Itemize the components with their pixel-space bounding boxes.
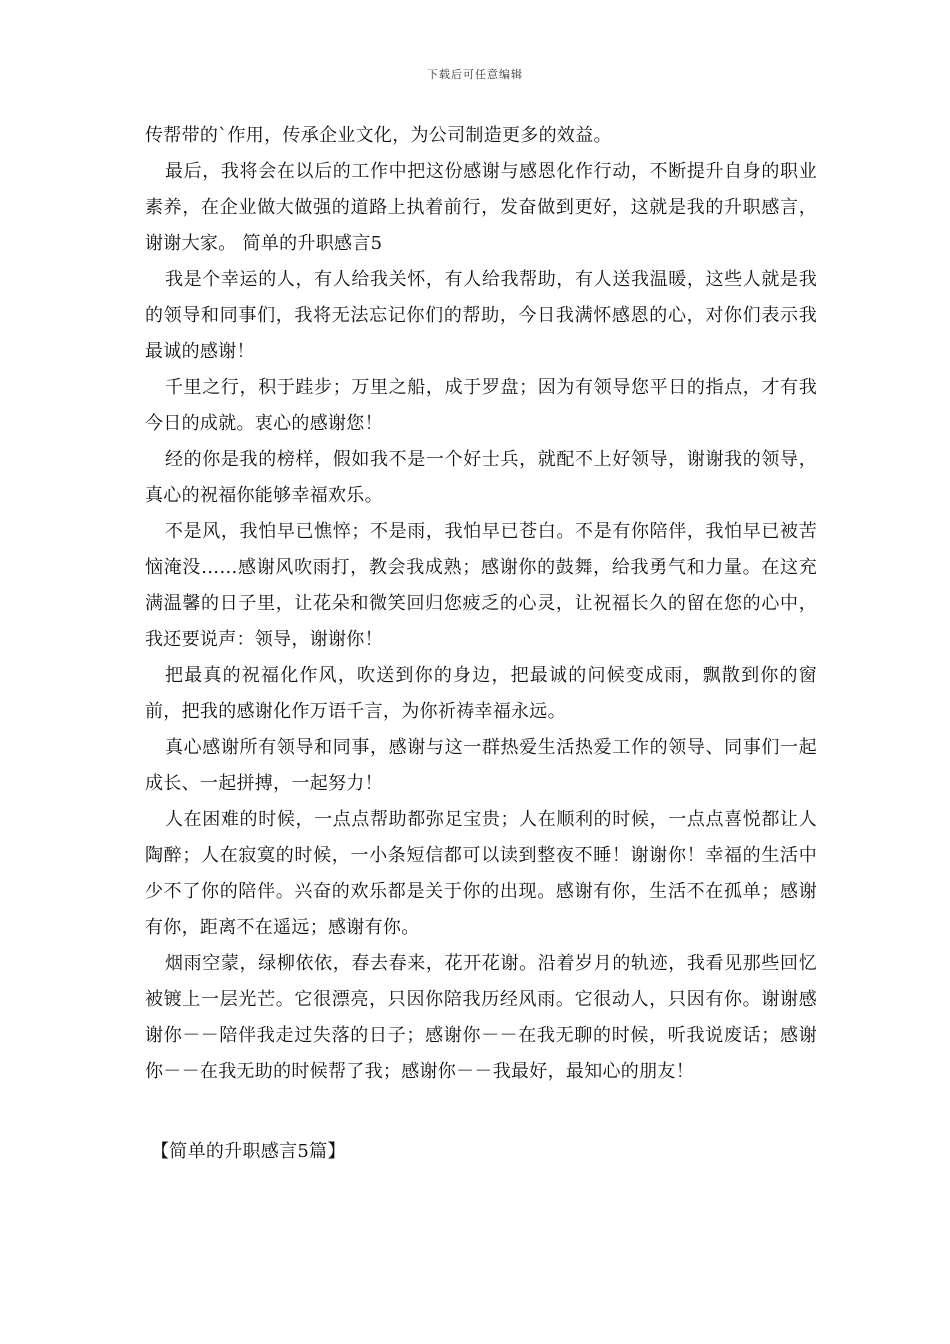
- paragraph: 人在困难的时候，一点点帮助都弥足宝贵；人在顺利的时候，一点点喜悦都让人陶醉；人在寂寞的时候，一小条短信都可以读到整夜不睡！谢谢你！幸福的生活中少不了你的陪伴。兴奋的欢乐都是关于你的出现。感谢有你，生活不在孤单；感谢有你，距离不在遥远；感谢有你。: [145, 809, 817, 938]
- paragraph: 经的你是我的榜样，假如我不是一个好士兵，就配不上好领导，谢谢我的领导，真心的祝福你能够幸福欢乐。: [145, 449, 817, 506]
- document-title-footer: 【简单的升职感言5篇】: [151, 1141, 346, 1162]
- paragraph: 传帮带的`作用，传承企业文化，为公司制造更多的效益。: [145, 125, 612, 146]
- document-body: [145, 118, 817, 1090]
- paragraph: 把最真的祝福化作风，吹送到你的身边，把最诚的问候变成雨，飘散到你的窗前，把我的感谢化作万语千言，为你祈祷幸福永远。: [145, 665, 817, 722]
- paragraph: 我是个幸运的人，有人给我关怀，有人给我帮助，有人送我温暖，这些人就是我的领导和同事们，我将无法忘记你们的帮助，今日我满怀感恩的心，对你们表示我最诚的感谢！: [145, 269, 817, 362]
- paragraph: 千里之行，积于跬步；万里之船，成于罗盘；因为有领导您平日的指点，才有我今日的成就。衷心的感谢您！: [145, 377, 817, 434]
- paragraph: 真心感谢所有领导和同事，感谢与这一群热爱生活热爱工作的领导、同事们一起成长、一起拼搏，一起努力！: [145, 737, 817, 794]
- paragraph: 烟雨空蒙，绿柳依依，春去春来，花开花谢。沿着岁月的轨迹，我看见那些回忆被镀上一层光芒。它很漂亮，只因你陪我历经风雨。它很动人，只因有你。谢谢感谢你－－陪伴我走过失落的日子；感谢你－－在我无聊的时候，听我说废话；感谢你－－在我无助的时候帮了我；感谢你－－我最好，最知心的朋友！: [145, 953, 817, 1082]
- paragraph: 不是风，我怕早已憔悴；不是雨，我怕早已苍白。不是有你陪伴，我怕早已被苦恼淹没……感谢风吹雨打，教会我成熟；感谢你的鼓舞，给我勇气和力量。在这充满温馨的日子里，让花朵和微笑回归您疲乏的心灵，让祝福长久的留在您的心中，我还要说声：领导，谢谢你！: [145, 521, 817, 650]
- page-header: 下载后可任意编辑: [427, 68, 523, 81]
- paragraph: 最后，我将会在以后的工作中把这份感谢与感恩化作行动，不断提升自身的职业素养，在企业做大做强的道路上执着前行，发奋做到更好，这就是我的升职感言，谢谢大家。 简单的升职感言5: [145, 161, 817, 254]
